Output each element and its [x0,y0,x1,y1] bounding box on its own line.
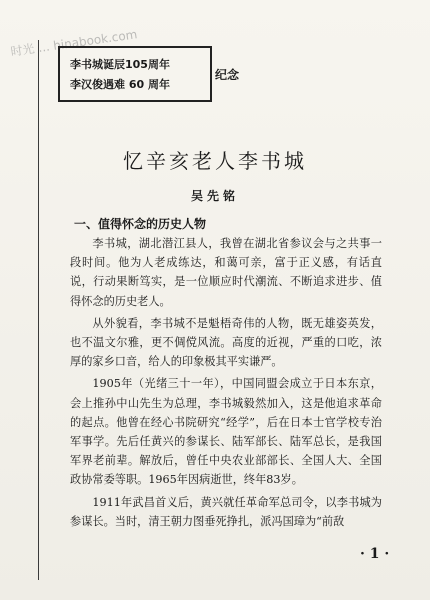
paragraph: 从外貌看，李书城不是魁梧奇伟的人物，既无雄姿英发，也不温文尔雅，更不倜傥风流。高度的近视，严重的口吃，浓厚的家乡口音，给人的印象极其平实谦严。 [70,316,382,369]
commemoration-line-1: 李书城诞辰105周年 [70,58,170,71]
article-title: 忆辛亥老人李书城 [123,149,307,173]
commemoration-box [58,46,212,102]
commemoration-line-2: 李汉俊遇难 60 周年 [70,78,170,91]
page-number: · 1 · [360,546,390,562]
section-heading: 一、值得怀念的历史人物 [74,217,207,231]
paragraph: 李书城，湖北潜江县人，我曾在湖北省参议会与之共事一段时间。他为人老成练达，和蔼可亲，富于正义感，有话直说，行动果断笃实，是一位顺应时代潮流、不断追求进步、值得怀念的历史老人。 [70,237,382,308]
article-author: 吴先铭 [190,189,239,203]
paragraph: 1911年武昌首义后，黄兴就任革命军总司令，以李书城为参谋长。当时，清王朝力图垂死挣扎，派冯国璋为“前敌 [70,495,382,528]
watermark: 时光 ... hinabook.com [9,27,139,59]
paragraph: 1905年（光绪三十一年），中国同盟会成立于日本东京，会上推孙中山先生为总理，李书城毅然加入，这是他追求革命的起点。他曾在经心书院研究“经学”，后在日本士官学校专治军事学。先后任黄兴的参谋长、陆军部长、陆军总长，是我国军界老前辈。解放后，曾任中央农业部部长、全国人大、全国政协常委等职。1965年因病逝世，终年83岁。 [70,377,382,487]
article-body [70,234,382,534]
commemoration-tag: 纪念 [215,68,240,82]
page-edge-line [38,40,39,580]
